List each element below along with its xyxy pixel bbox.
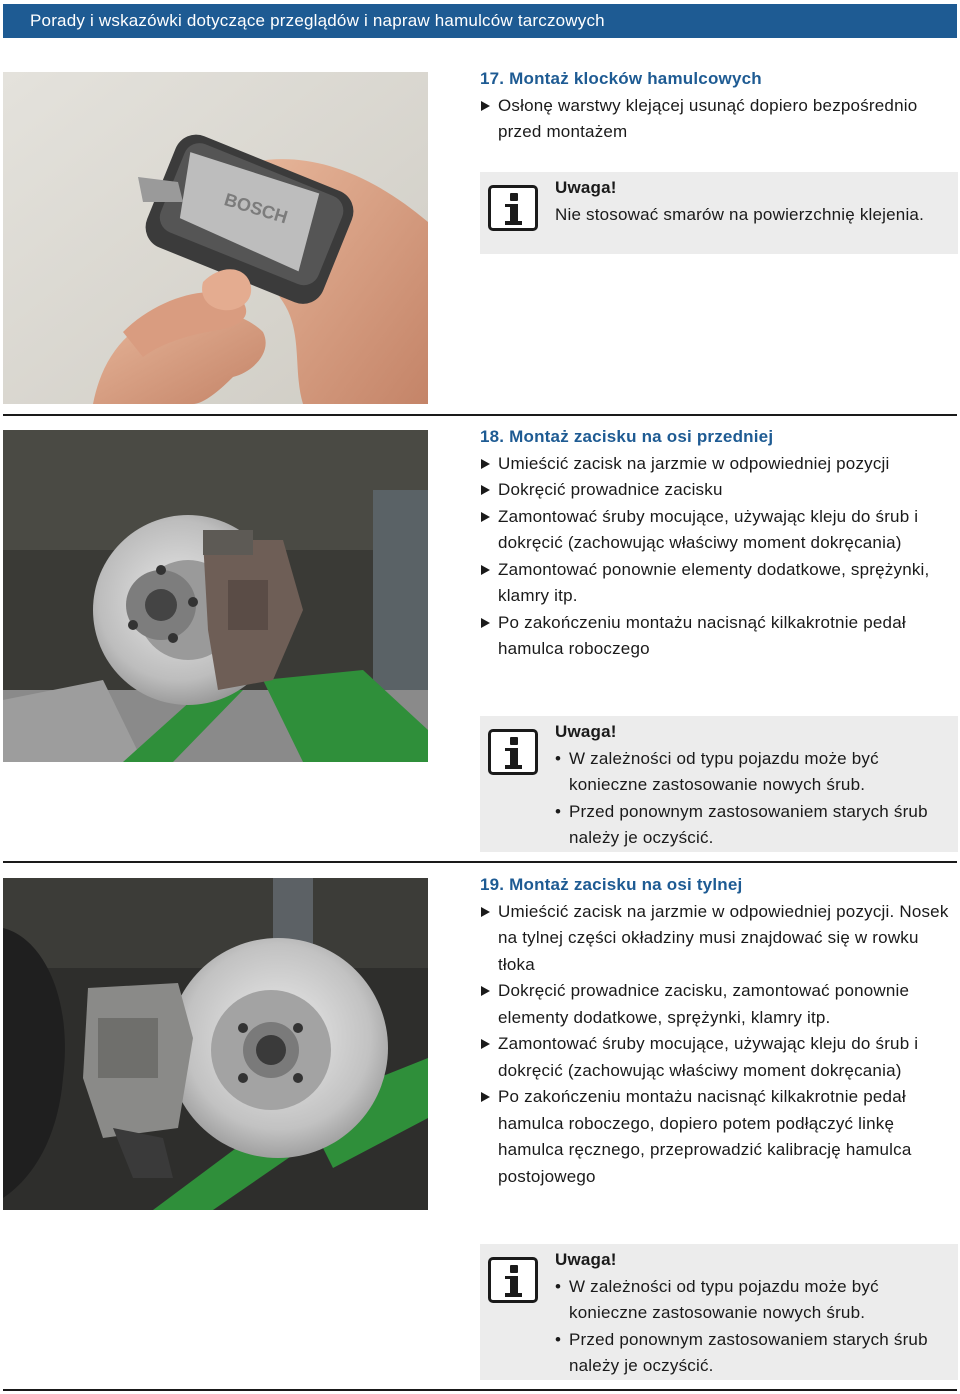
rear-caliper-photo <box>3 878 428 1210</box>
step-item: Osłonę warstwy klejącej usunąć dopiero bezpośrednio przed montażem <box>480 93 950 146</box>
step-list <box>480 93 950 146</box>
section-heading: 19. Montaż zacisku na osi tylnej <box>480 875 743 894</box>
info-icon <box>488 185 538 231</box>
info-icon <box>488 1257 538 1303</box>
page-header <box>3 4 957 38</box>
section-divider <box>3 861 957 863</box>
section-17 <box>480 66 950 146</box>
note-text: Nie stosować smarów na powierzchnię klejenia. <box>555 204 924 224</box>
step-list <box>480 899 950 1191</box>
step-item: Dokręcić prowadnice zacisku, zamontować ponownie elementy dodatkowe, sprężynki, klamry itp. <box>480 978 950 1031</box>
info-icon <box>488 729 538 775</box>
note-title: Uwaga! <box>555 1250 617 1269</box>
step-item: Po zakończeniu montażu nacisnąć kilkakrotnie pedał hamulca roboczego <box>480 610 950 663</box>
section-18 <box>480 424 950 663</box>
section-heading: 17. Montaż klocków hamulcowych <box>480 69 762 88</box>
page-title: Porady i wskazówki dotyczące przeglądów i napraw hamulców tarczowych <box>30 11 605 30</box>
note-box <box>480 1244 958 1380</box>
note-bullets <box>555 746 948 852</box>
brake-pad-photo <box>3 72 428 404</box>
note-bullet: • W zależności od typu pojazdu może być konieczne zastosowanie nowych śrub. <box>555 746 948 799</box>
note-bullets <box>555 1274 948 1380</box>
step-item: Umieścić zacisk na jarzmie w odpowiedniej pozycji <box>480 451 950 478</box>
note-bullet: • W zależności od typu pojazdu może być konieczne zastosowanie nowych śrub. <box>555 1274 948 1327</box>
step-item: Po zakończeniu montażu nacisnąć kilkakrotnie pedał hamulca roboczego, dopiero potem podłączyć linkę hamulca ręcznego, przeprowadzić kalibrację hamulca postojowego <box>480 1084 950 1190</box>
note-title: Uwaga! <box>555 178 617 197</box>
step-item: Umieścić zacisk na jarzmie w odpowiedniej pozycji. Nosek na tylnej części okładziny musi znajdować się w rowku tłoka <box>480 899 950 979</box>
note-box <box>480 716 958 852</box>
step-list <box>480 451 950 663</box>
section-divider <box>3 1389 957 1391</box>
section-heading: 18. Montaż zacisku na osi przedniej <box>480 427 774 446</box>
note-bullet: • Przed ponownym zastosowaniem starych śrub należy je oczyścić. <box>555 1327 948 1380</box>
bosch-logo-text: BOSCH <box>221 189 290 228</box>
step-item: Zamontować śruby mocujące, używając kleju do śrub i dokręcić (zachowując właściwy moment dokręcania) <box>480 504 950 557</box>
section-divider <box>3 414 957 416</box>
note-bullet: • Przed ponownym zastosowaniem starych śrub należy je oczyścić. <box>555 799 948 852</box>
note-box <box>480 172 958 254</box>
note-title: Uwaga! <box>555 722 617 741</box>
step-item: Zamontować śruby mocujące, używając kleju do śrub i dokręcić (zachowując właściwy moment dokręcania) <box>480 1031 950 1084</box>
step-item: Zamontować ponownie elementy dodatkowe, sprężynki, klamry itp. <box>480 557 950 610</box>
front-caliper-photo <box>3 430 428 762</box>
section-19 <box>480 872 950 1190</box>
step-item: Dokręcić prowadnice zacisku <box>480 477 950 504</box>
